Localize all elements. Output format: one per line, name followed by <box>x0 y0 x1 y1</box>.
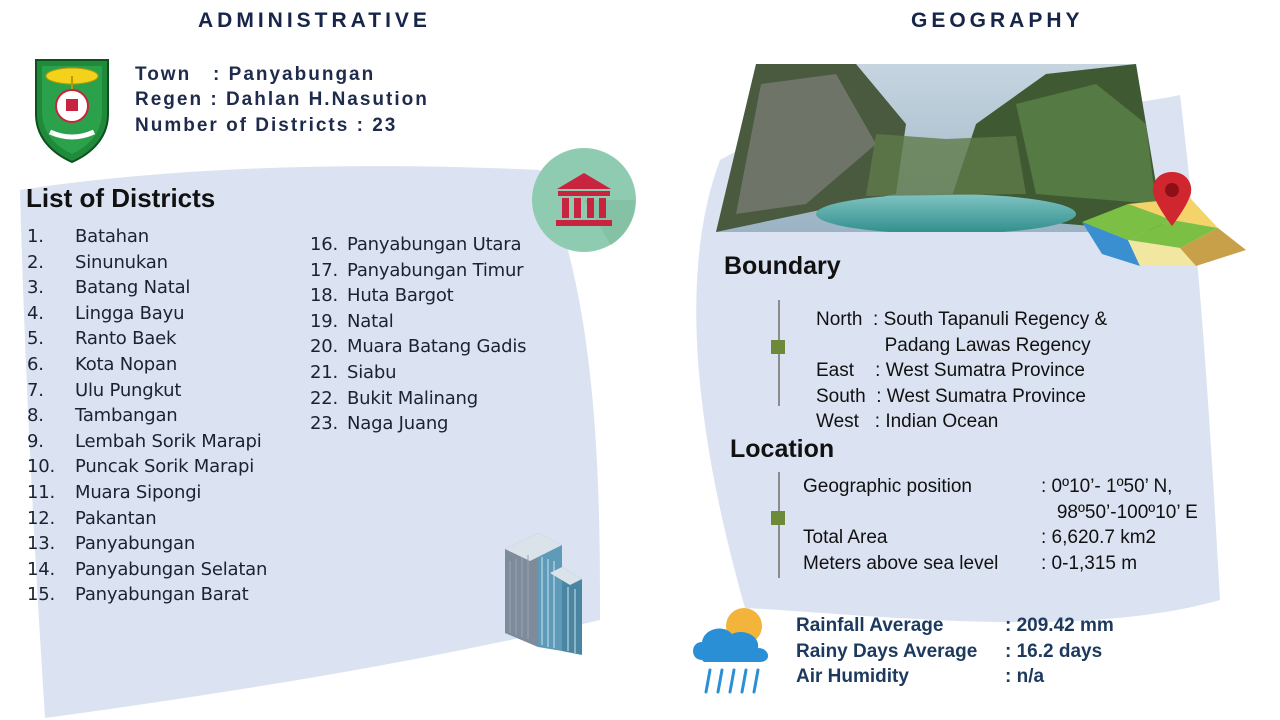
districts-heading: List of Districts <box>26 183 216 213</box>
district-name: Ulu Pungkut <box>75 379 182 401</box>
district-name: Tambangan <box>75 405 178 427</box>
district-name: Natal <box>347 310 394 332</box>
district-name: Panyabungan <box>75 533 196 555</box>
district-number: 8. <box>27 405 44 427</box>
boundary-line: Padang Lawas Regency <box>816 334 1091 356</box>
district-number: 16. <box>310 234 339 255</box>
district-number: 2. <box>27 251 44 273</box>
district-item <box>27 277 287 301</box>
weather-value: : 209.42 mm <box>1005 615 1114 636</box>
weather-label: Rainfall Average <box>796 615 944 636</box>
district-name: Panyabungan Utara <box>347 234 522 255</box>
district-name: Muara Sipongi <box>75 482 202 503</box>
district-number: 18. <box>310 285 339 307</box>
town-line <box>135 64 375 86</box>
weather-label: Rainy Days Average <box>796 640 978 662</box>
district-item <box>27 533 287 557</box>
district-number: 22. <box>310 387 339 409</box>
district-item <box>310 388 550 412</box>
districts-count-line <box>135 115 397 137</box>
district-item <box>27 226 287 250</box>
district-name: Pakantan <box>75 507 157 529</box>
district-item <box>310 413 550 437</box>
district-number: 10. <box>27 456 56 478</box>
district-name: Batang Natal <box>75 277 191 299</box>
district-name: Siabu <box>347 362 397 383</box>
district-item <box>27 303 287 327</box>
office-tower-icon <box>500 527 590 655</box>
district-name: Naga Juang <box>347 413 449 435</box>
location-value: : 6,620.7 km2 <box>1041 527 1157 548</box>
district-item <box>27 328 287 352</box>
districts-count-label: Number of Districts : <box>135 115 373 136</box>
district-item <box>27 252 287 276</box>
district-number: 6. <box>27 354 44 375</box>
district-number: 23. <box>310 413 339 435</box>
district-item <box>27 584 287 608</box>
district-item <box>27 508 287 532</box>
administrative-title: ADMINISTRATIVE <box>198 9 431 32</box>
district-number: 1. <box>27 226 44 247</box>
location-value: : 0-1,315 m <box>1041 552 1138 574</box>
location-value: 98º50’-100º10’ E <box>1041 501 1198 523</box>
district-name: Sinunukan <box>75 251 168 273</box>
town-label: Town : <box>135 64 229 85</box>
district-item <box>27 431 287 455</box>
regent-line <box>135 89 429 111</box>
district-name: Bukit Malinang <box>347 387 478 409</box>
location-label: Geographic position <box>803 476 972 497</box>
district-item <box>310 311 550 335</box>
location-label: Meters above sea level <box>803 552 999 574</box>
weather-value: : 16.2 days <box>1005 640 1103 662</box>
district-number: 13. <box>27 533 56 555</box>
weather-label: Air Humidity <box>796 666 909 687</box>
location-value: : 0º10’- 1º50’ N, <box>1041 476 1173 497</box>
district-name: Panyabungan Barat <box>75 584 249 606</box>
district-number: 3. <box>27 277 44 299</box>
district-item <box>27 405 287 429</box>
rain-cloud-sun-icon <box>688 604 778 696</box>
district-number: 4. <box>27 302 44 324</box>
location-timeline-line <box>778 472 780 578</box>
district-name: Ranto Baek <box>75 328 177 350</box>
boundary-line: North : South Tapanuli Regency & <box>816 309 1108 330</box>
district-number: 17. <box>310 259 339 281</box>
district-name: Batahan <box>75 226 149 247</box>
district-number: 21. <box>310 362 339 383</box>
district-number: 15. <box>27 584 56 606</box>
district-number: 5. <box>27 328 44 350</box>
map-pin-icon <box>1080 168 1248 270</box>
district-number: 20. <box>310 336 339 358</box>
location-heading: Location <box>730 435 835 463</box>
district-name: Puncak Sorik Marapi <box>75 456 255 478</box>
district-item <box>27 482 287 506</box>
district-item <box>310 260 550 284</box>
district-name: Kota Nopan <box>75 354 178 375</box>
district-number: 14. <box>27 558 56 580</box>
district-name: Huta Bargot <box>347 285 454 307</box>
district-number: 7. <box>27 379 44 401</box>
district-item <box>27 354 287 378</box>
boundary-heading: Boundary <box>724 252 841 280</box>
district-item <box>27 380 287 404</box>
boundary-timeline-marker <box>771 340 785 354</box>
geography-title: GEOGRAPHY <box>911 9 1084 32</box>
district-name: Lembah Sorik Marapi <box>75 430 262 452</box>
district-item <box>310 234 550 258</box>
boundary-line: West : Indian Ocean <box>816 411 999 432</box>
district-number: 11. <box>27 482 56 503</box>
district-item <box>310 336 550 360</box>
district-number: 9. <box>27 430 44 452</box>
district-name: Panyabungan Selatan <box>75 558 268 580</box>
district-number: 12. <box>27 507 56 529</box>
district-number: 19. <box>310 310 339 332</box>
district-name: Lingga Bayu <box>75 302 185 324</box>
district-item <box>310 362 550 386</box>
regent-label: Regen : <box>135 89 226 110</box>
district-item <box>27 456 287 480</box>
regency-emblem-icon <box>30 54 114 164</box>
district-item <box>27 559 287 583</box>
boundary-line: East : West Sumatra Province <box>816 360 1085 381</box>
district-name: Muara Batang Gadis <box>347 336 527 358</box>
district-item <box>310 285 550 309</box>
location-label: Total Area <box>803 527 888 548</box>
town-value: Panyabungan <box>228 64 376 85</box>
district-name: Panyabungan Timur <box>347 259 524 281</box>
boundary-line: South : West Sumatra Province <box>816 385 1086 407</box>
regent-value: Dahlan H.Nasution <box>225 89 429 110</box>
weather-value: : n/a <box>1005 666 1045 687</box>
districts-count-value: 23 <box>372 115 398 136</box>
location-timeline-marker <box>771 511 785 525</box>
